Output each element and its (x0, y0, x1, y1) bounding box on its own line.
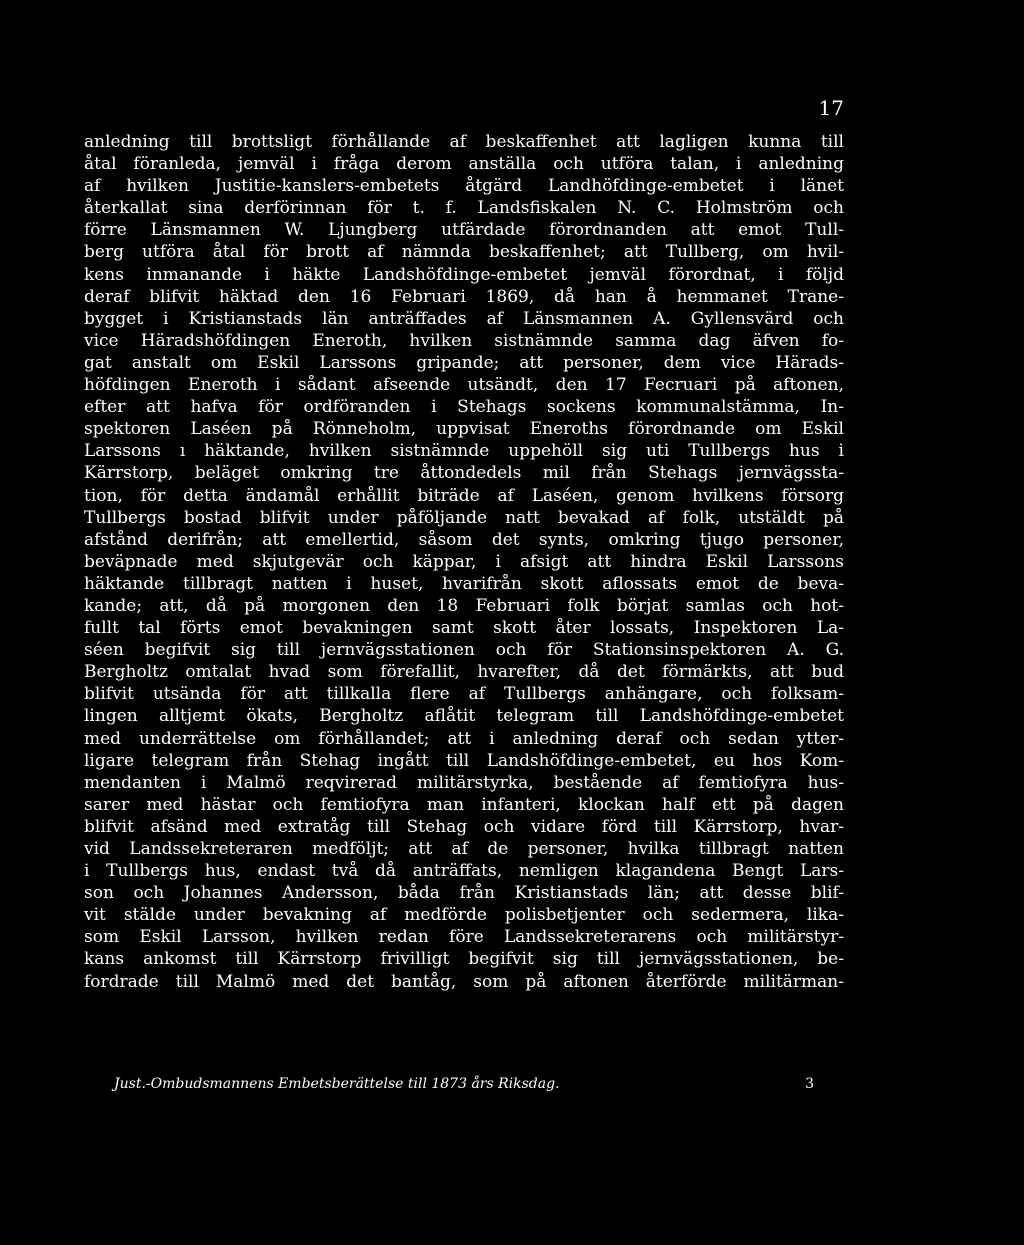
text-line: som Eskil Larsson, hvilken redan före Landssekreterarens och militärstyr- (84, 927, 844, 948)
text-line: ligare telegram från Stehag ingått till Landshöfdinge-embetet, eu hos Kom- (84, 750, 844, 771)
text-line: tion, för detta ändamål erhållit biträde af Laséen, genom hvilkens försorg (84, 485, 844, 506)
text-line: anledning till brottsligt förhållande af beskaffenhet att lagligen kunna till (84, 132, 844, 152)
text-line: beväpnade med skjutgevär och käppar, i afsigt att hindra Eskil Larssons (84, 551, 844, 572)
text-line: sarer med hästar och femtiofyra man infanteri, klockan half ett på dagen (84, 794, 844, 815)
page-footer (84, 1072, 844, 1096)
text-line: vid Landssekreteraren medföljt; att af de personer, hvilka tillbragt natten (84, 839, 844, 859)
text-line: kande; att, då på morgonen den 18 Februari folk börjat samlas och hot- (84, 595, 844, 616)
page-number: 17 (818, 96, 844, 120)
text-line: mendanten i Malmö reqvirerad militärstyrka, bestående af femtiofyra hus- (84, 772, 844, 793)
text-line: af hvilken Justitie-kanslers-embetets åtgärd Landhöfdinge-embetet i länet (84, 176, 844, 197)
text-line: bygget i Kristianstads län anträffades af Länsmannen A. Gyllensvärd och (84, 308, 844, 329)
text-line: åtal föranleda, jemväl i fråga derom anställa och utföra talan, i anledning (84, 154, 844, 175)
text-line: Larssons ı häktande, hvilken sistnämnde uppehöll sig uti Tullbergs hus i (84, 441, 844, 462)
text-line: Tullbergs bostad blifvit under påföljande natt bevakad af folk, utstäldt på (84, 507, 844, 528)
signature-mark: 3 (805, 1076, 814, 1092)
text-line: son och Johannes Andersson, båda från Kristianstads län; att desse blif- (84, 883, 844, 904)
text-line: återkallat sina derförinnan för t. f. Landsfiskalen N. C. Holmström och (84, 198, 844, 219)
text-line: berg utföra åtal för brott af nämnda beskaffenhet; att Tullberg, om hvil- (84, 242, 844, 263)
text-line: afstånd derifrån; att emellertid, såsom det synts, omkring tjugo personer, (84, 529, 844, 550)
text-line: spektoren Laséen på Rönneholm, uppvisat Eneroths förordnande om Eskil (84, 419, 844, 440)
text-line: Kärrstorp, beläget omkring tre åttondedels mil från Stehags jernvägssta- (84, 463, 844, 484)
text-line: deraf blifvit häktad den 16 Februari 1869, då han å hemmanet Trane- (84, 286, 844, 307)
text-line: i Tullbergs hus, endast två då anträffats, nemligen klagandena Bengt Lars- (84, 861, 844, 882)
text-line: häktande tillbragt natten i huset, hvarifrån skott aflossats emot de beva- (84, 573, 844, 594)
body-text (84, 131, 844, 993)
text-line: Bergholtz omtalat hvad som förefallit, hvarefter, då det förmärkts, att bud (84, 662, 844, 683)
text-line: blifvit utsända för att tillkalla flere af Tullbergs anhängare, och folksam- (84, 684, 844, 705)
footer-title: Just.-Ombudsmannens Embetsberättelse till 1873 års Riksdag. (114, 1076, 560, 1092)
text-line: fordrade till Malmö med det bantåg, som på aftonen återförde militärman- (84, 971, 844, 992)
text-line: höfdingen Eneroth i sådant afseende utsändt, den 17 Fecruari på aftonen, (84, 375, 844, 396)
text-line: vit stälde under bevakning af medförde polisbetjenter och sedermera, lika- (84, 905, 844, 926)
text-line: vice Häradshöfdingen Eneroth, hvilken sistnämnde samma dag äfven fo- (84, 330, 844, 351)
text-line: kens inmanande i häkte Landshöfdinge-embetet jemväl förordnat, i följd (84, 264, 844, 285)
text-line: fullt tal förts emot bevakningen samt skott åter lossats, Inspektoren La- (84, 618, 844, 639)
text-line: förre Länsmannen W. Ljungberg utfärdade förordnanden att emot Tull- (84, 220, 844, 241)
text-line: kans ankomst till Kärrstorp frivilligt begifvit sig till jernvägsstationen, be- (84, 949, 844, 970)
text-line: blifvit afsänd med extratåg till Stehag och vidare förd till Kärrstorp, hvar- (84, 816, 844, 837)
text-line: séen begifvit sig till jernvägsstationen och för Stationsinspektoren A. G. (84, 640, 844, 661)
text-line: gat anstalt om Eskil Larssons gripande; att personer, dem vice Härads- (84, 352, 844, 373)
text-line: lingen alltjemt ökats, Bergholtz aflåtit telegram till Landshöfdinge-embetet (84, 706, 844, 727)
text-line: efter att hafva för ordföranden i Stehags sockens kommunalstämma, In- (84, 397, 844, 418)
text-line: med underrättelse om förhållandet; att i anledning deraf och sedan ytter- (84, 728, 844, 749)
